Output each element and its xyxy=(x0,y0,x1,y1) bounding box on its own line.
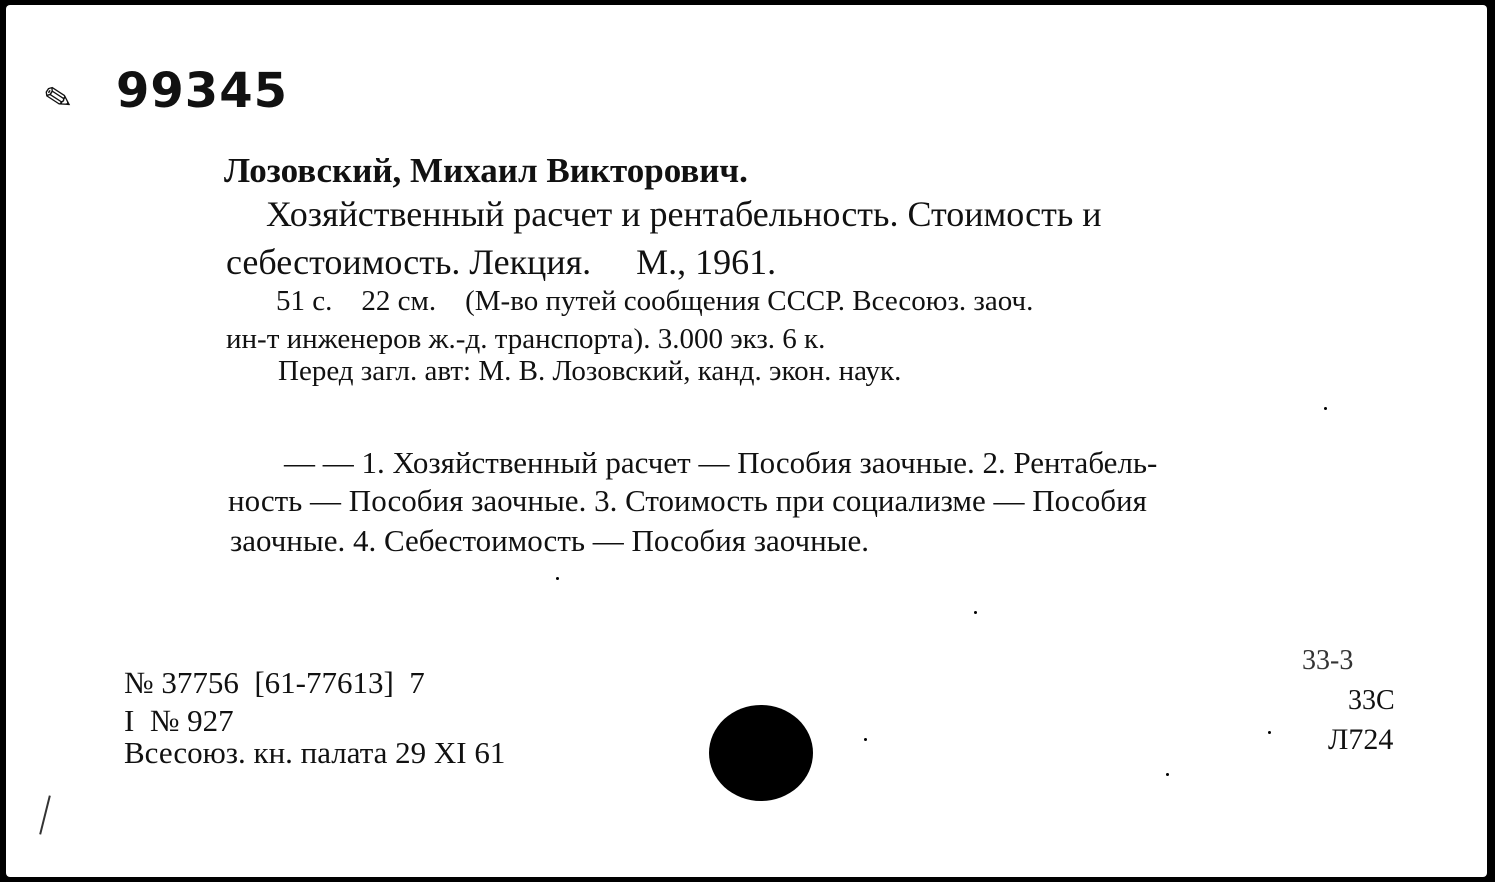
dust-speck xyxy=(864,738,867,741)
dust-speck xyxy=(1268,731,1271,734)
library-stamp-icon: ✎ xyxy=(40,76,77,122)
registration-line-3: Всесоюз. кн. палата 29 XI 61 xyxy=(124,735,506,770)
dust-speck xyxy=(1166,773,1169,776)
title-line-2: себестоимость. Лекция. М., 1961. xyxy=(226,242,777,282)
dust-speck xyxy=(974,611,977,614)
subjects-line-2: ность — Пособия заочные. 3. Стоимость при социализме — Пособия xyxy=(228,483,1147,518)
classification-code-2: 33С xyxy=(1348,685,1395,716)
dust-speck xyxy=(1324,407,1327,410)
punch-hole xyxy=(709,705,813,801)
author-heading: Лозовский, Михаил Викторович. xyxy=(224,151,748,190)
dust-speck xyxy=(556,577,559,580)
subjects-line-3: заочные. 4. Себестоимость — Пособия заочные. xyxy=(230,523,870,558)
registration-line-1: № 37756 [61-77613] 7 xyxy=(124,665,425,700)
registration-line-2: I № 927 xyxy=(124,703,234,738)
subjects-line-1: — — 1. Хозяйственный расчет — Пособия заочные. 2. Рентабель- xyxy=(284,445,1158,480)
inventory-number: 99345 xyxy=(116,63,288,119)
catalog-card xyxy=(6,5,1487,877)
note-line: Перед загл. авт: М. В. Лозовский, канд. экон. наук. xyxy=(278,355,902,387)
author-mark: Л724 xyxy=(1328,723,1394,756)
pencil-mark xyxy=(39,795,51,834)
classification-code-1: 33-3 xyxy=(1302,645,1354,676)
description-line-2: ин-т инженеров ж.-д. транспорта). 3.000 экз. 6 к. xyxy=(226,323,826,355)
description-line-1: 51 с. 22 см. (М-во путей сообщения СССР. Всесоюз. заоч. xyxy=(276,285,1034,317)
title-line-1: Хозяйственный расчет и рентабельность. Стоимость и xyxy=(266,194,1102,234)
